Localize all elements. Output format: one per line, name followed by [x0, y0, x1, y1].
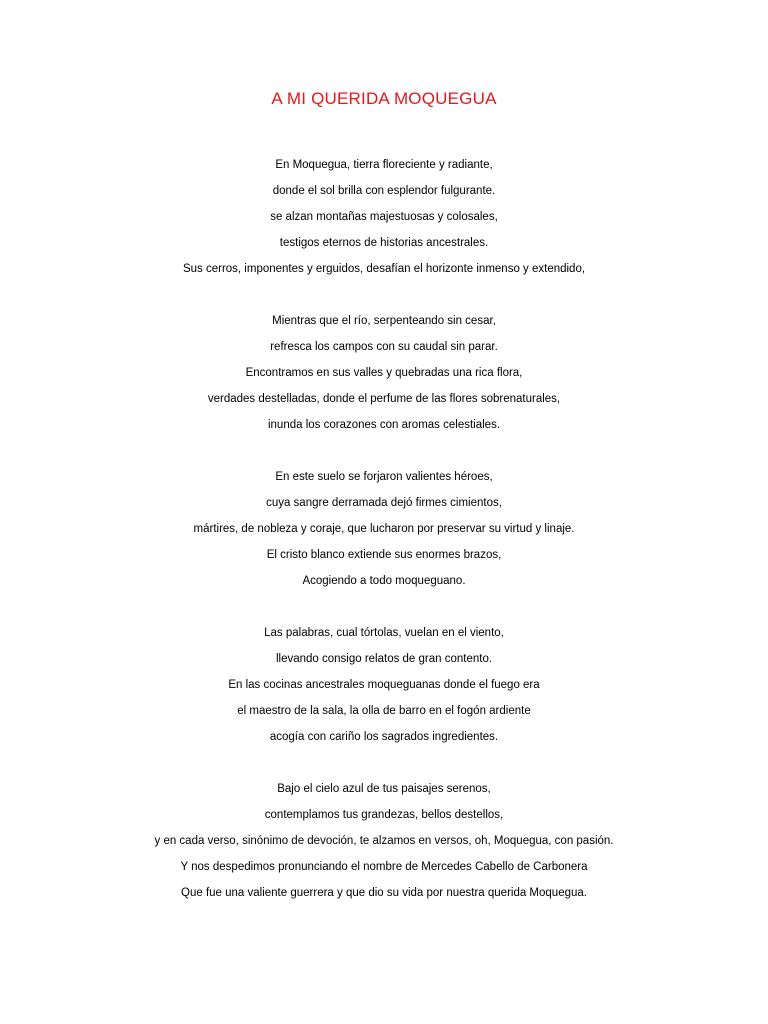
poem-line: En las cocinas ancestrales moqueguanas donde el fuego era: [228, 679, 540, 691]
poem-line: Sus cerros, imponentes y erguidos, desafían el horizonte inmenso y extendido,: [182, 263, 586, 275]
poem-line: refresca los campos con su caudal sin parar.: [270, 341, 498, 353]
poem-line: En este suelo se forjaron valientes héroes,: [275, 471, 493, 483]
stanza-1: [0, 152, 768, 282]
poem-line: llevando consigo relatos de gran contento.: [275, 653, 493, 665]
poem-line: inunda los corazones con aromas celestiales.: [267, 419, 501, 431]
poem-line: Encontramos en sus valles y quebradas una rica flora,: [245, 367, 523, 379]
poem-line: mártires, de nobleza y coraje, que lucharon por preservar su virtud y linaje.: [193, 523, 575, 535]
stanza-4: [0, 620, 768, 750]
poem-line: El cristo blanco extiende sus enormes brazos,: [266, 549, 502, 561]
poem-line: Que fue una valiente guerrera y que dio su vida por nuestra querida Moquegua.: [181, 887, 587, 899]
poem-line: Bajo el cielo azul de tus paisajes serenos,: [277, 783, 491, 795]
poem-line: Las palabras, cual tórtolas, vuelan en el viento,: [264, 627, 504, 639]
poem-line: Acogiendo a todo moqueguano.: [302, 575, 466, 587]
poem-line: testigos eternos de historias ancestrales.: [279, 237, 489, 249]
poem-line: cuya sangre derramada dejó firmes cimientos,: [266, 497, 502, 509]
poem-line: contemplamos tus grandezas, bellos destellos,: [264, 809, 504, 821]
poem-line: En Moquegua, tierra floreciente y radiante,: [275, 159, 493, 171]
poem-line: el maestro de la sala, la olla de barro en el fogón ardiente: [237, 705, 531, 717]
poem-body: [0, 152, 768, 932]
stanza-3: [0, 464, 768, 594]
stanza-5: [0, 776, 768, 906]
stanza-2: [0, 308, 768, 438]
poem-line: y en cada verso, sinónimo de devoción, te alzamos en versos, oh, Moquegua, con pasión.: [154, 835, 614, 847]
poem-line: acogía con cariño los sagrados ingredientes.: [269, 731, 499, 743]
poem-line: donde el sol brilla con esplendor fulgurante.: [272, 185, 496, 197]
poem-line: Y nos despedimos pronunciando el nombre de Mercedes Cabello de Carbonera: [180, 861, 588, 873]
poem-line: se alzan montañas majestuosas y colosales,: [270, 211, 498, 223]
poem-line: verdades destelladas, donde el perfume de las flores sobrenaturales,: [207, 393, 561, 405]
poem-title: A MI QUERIDA MOQUEGUA: [271, 89, 497, 108]
poem-line: Mientras que el río, serpenteando sin cesar,: [272, 315, 496, 327]
